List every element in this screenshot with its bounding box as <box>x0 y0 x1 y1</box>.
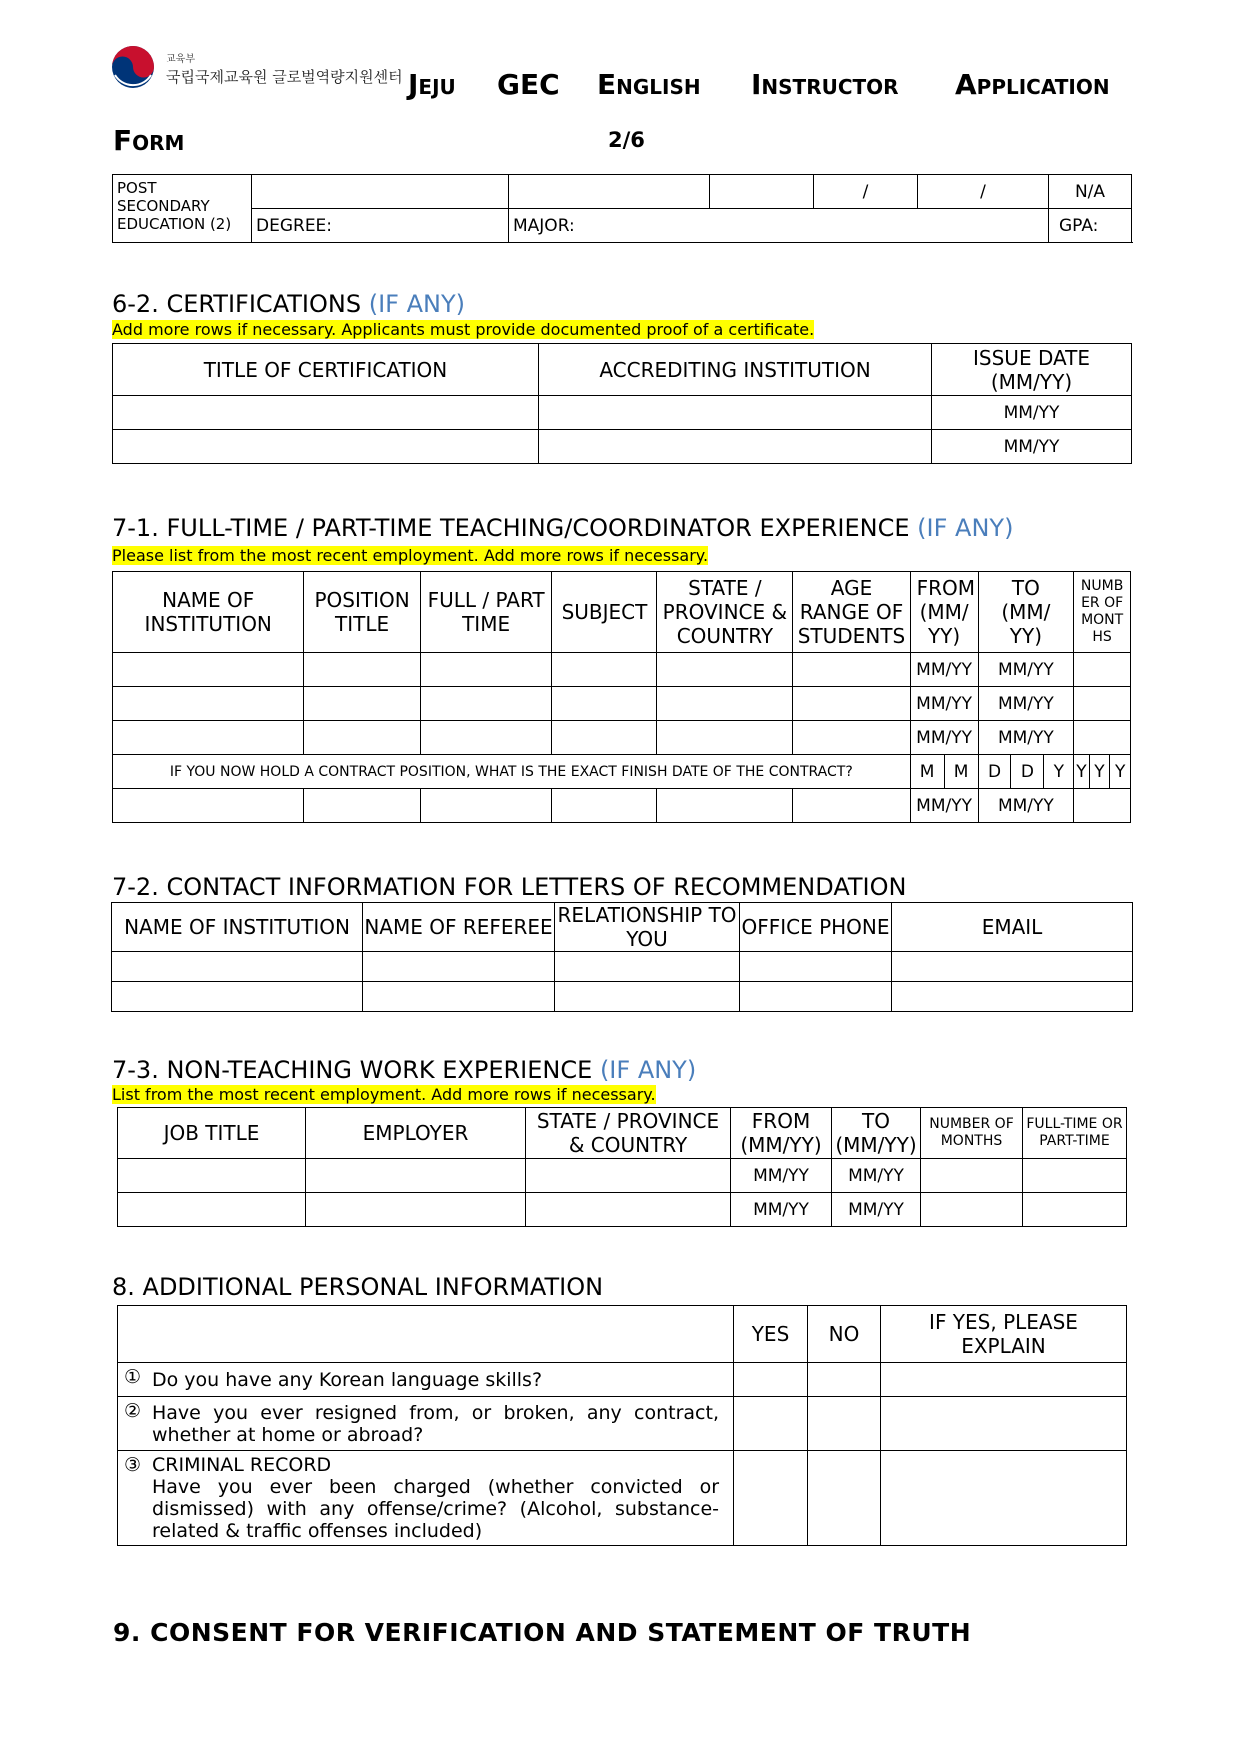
title-word-english: English <box>597 68 701 101</box>
col-header: RELATIONSHIP TO YOU <box>555 903 740 952</box>
logo-ministry-text: 교육부 <box>166 54 195 65</box>
col-header: NUMBER OF MONTHS <box>921 1108 1023 1159</box>
nonteaching-table <box>117 1107 1127 1227</box>
age-range-field[interactable] <box>793 721 910 755</box>
question-text: Have you ever resigned from, or broken, any contract, whether at home or abroad? <box>152 1401 719 1446</box>
col-header: SUBJECT <box>552 572 657 653</box>
age-range-field[interactable] <box>793 687 910 721</box>
date-slash: / <box>814 175 918 209</box>
question-row <box>118 1363 1127 1397</box>
table-row <box>113 653 1131 687</box>
cert-date-field[interactable]: MM/YY <box>932 396 1132 430</box>
table-row <box>112 952 1133 982</box>
col-header: OFFICE PHONE <box>740 903 892 952</box>
cert-institution-field[interactable] <box>539 430 932 464</box>
col-header: JOB TITLE <box>118 1108 306 1159</box>
fulltime-field[interactable] <box>1023 1193 1127 1227</box>
col-header: ACCREDITING INSTITUTION <box>539 344 932 396</box>
months-field[interactable] <box>921 1193 1023 1227</box>
table-row <box>118 1159 1127 1193</box>
position-field[interactable] <box>304 789 420 823</box>
question-broken-contract <box>118 1397 734 1451</box>
explain-field[interactable] <box>881 1363 1127 1397</box>
no-checkbox[interactable] <box>808 1451 881 1546</box>
col-header: NAME OF INSTITUTION <box>113 572 304 653</box>
table-row <box>113 396 1132 430</box>
col-header: STATE / PROVINCE & COUNTRY <box>526 1108 731 1159</box>
ref-name-field[interactable] <box>363 982 555 1012</box>
institution-field[interactable] <box>113 789 304 823</box>
certifications-note: Add more rows if necessary. Applicants must provide documented proof of a certificate. <box>112 320 815 339</box>
cert-title-field[interactable] <box>113 430 539 464</box>
col-header: EMPLOYER <box>306 1108 526 1159</box>
position-field[interactable] <box>304 653 420 687</box>
yes-checkbox[interactable] <box>734 1451 808 1546</box>
question-number: ② <box>124 1400 142 1422</box>
from-date-field[interactable]: MM/YY <box>910 687 978 721</box>
cert-date-field[interactable]: MM/YY <box>932 430 1132 464</box>
from-date-field[interactable]: MM/YY <box>731 1193 832 1227</box>
to-date-field[interactable]: MM/YY <box>832 1193 921 1227</box>
no-checkbox[interactable] <box>808 1363 881 1397</box>
date-box-y[interactable]: Y <box>1044 755 1074 789</box>
nonteaching-section-title <box>112 1056 696 1084</box>
employer-field[interactable] <box>306 1193 526 1227</box>
table-row <box>112 982 1133 1012</box>
certifications-section-title <box>112 290 465 318</box>
ref-email-field[interactable] <box>892 982 1133 1012</box>
institution-field[interactable] <box>113 653 304 687</box>
explain-field[interactable] <box>881 1451 1127 1546</box>
subject-field[interactable] <box>552 789 657 823</box>
table-row <box>113 721 1131 755</box>
education-table <box>112 174 1132 243</box>
yes-checkbox[interactable] <box>734 1397 808 1451</box>
to-date-field[interactable]: MM/YY <box>978 789 1074 823</box>
from-date-field[interactable]: MM/YY <box>910 721 978 755</box>
question-korean-skills <box>118 1363 734 1397</box>
location-field[interactable] <box>526 1193 731 1227</box>
ref-institution-field[interactable] <box>112 982 363 1012</box>
date-box-d[interactable]: D <box>978 755 1011 789</box>
date-box-d[interactable]: D <box>1011 755 1044 789</box>
fulltime-field[interactable] <box>420 687 552 721</box>
question-number: ③ <box>124 1454 142 1476</box>
school-name-field[interactable] <box>252 175 509 209</box>
position-field[interactable] <box>304 721 420 755</box>
col-header-no: NO <box>808 1306 881 1363</box>
position-field[interactable] <box>304 687 420 721</box>
school-location-field[interactable] <box>509 175 710 209</box>
table-row <box>113 789 1131 823</box>
fulltime-field[interactable] <box>1023 1159 1127 1193</box>
from-date-field[interactable]: MM/YY <box>910 653 978 687</box>
months-field[interactable] <box>921 1159 1023 1193</box>
institution-field[interactable] <box>113 687 304 721</box>
date-box-m[interactable]: M <box>910 755 944 789</box>
section-title-text: 7-3. NON-TEACHING WORK EXPERIENCE <box>112 1056 593 1084</box>
question-text: Do you have any Korean language skills? <box>152 1368 543 1391</box>
ref-name-field[interactable] <box>363 952 555 982</box>
col-header: NUMBER OF MONTHS <box>1074 572 1131 653</box>
months-field[interactable] <box>1074 653 1131 687</box>
location-field[interactable] <box>657 653 793 687</box>
question-header-blank <box>118 1306 734 1363</box>
col-header: POSITION TITLE <box>304 572 420 653</box>
yes-checkbox[interactable] <box>734 1363 808 1397</box>
degree-field[interactable]: DEGREE: <box>252 209 509 243</box>
question-row <box>118 1397 1127 1451</box>
col-header: FROM (MM/YY) <box>731 1108 832 1159</box>
references-table <box>111 902 1133 1012</box>
date-box-y[interactable]: Y <box>1074 755 1089 789</box>
table-row <box>118 1193 1127 1227</box>
from-date-field[interactable]: MM/YY <box>731 1159 832 1193</box>
if-any-label: (IF ANY) <box>917 514 1014 542</box>
ref-phone-field[interactable] <box>740 952 892 982</box>
teaching-note: Please list from the most recent employment. Add more rows if necessary. <box>112 546 709 565</box>
question-criminal-record <box>118 1451 734 1546</box>
table-row <box>113 430 1132 464</box>
section-title-text: 7-1. FULL-TIME / PART-TIME TEACHING/COORDINATOR EXPERIENCE <box>112 514 910 542</box>
date-box-y[interactable]: Y <box>1089 755 1110 789</box>
fulltime-field[interactable] <box>420 653 552 687</box>
ref-phone-field[interactable] <box>740 982 892 1012</box>
to-date-field[interactable]: MM/YY <box>978 653 1074 687</box>
col-header: NAME OF REFEREE <box>363 903 555 952</box>
date-slash: / <box>918 175 1049 209</box>
age-range-field[interactable] <box>793 789 910 823</box>
col-header: FROM (MM/ YY) <box>910 572 978 653</box>
months-field[interactable] <box>1074 687 1131 721</box>
col-header: FULL-TIME OR PART-TIME <box>1023 1108 1127 1159</box>
col-header: FULL / PART TIME <box>420 572 552 653</box>
col-header-explain: IF YES, PLEASE EXPLAIN <box>881 1306 1127 1363</box>
to-date-field[interactable]: MM/YY <box>978 721 1074 755</box>
contract-question: IF YOU NOW HOLD A CONTRACT POSITION, WHAT IS THE EXACT FINISH DATE OF THE CONTRACT? <box>113 755 911 789</box>
gpa-field[interactable]: GPA: <box>1049 209 1132 243</box>
fulltime-field[interactable] <box>420 789 552 823</box>
na-cell: N/A <box>1049 175 1132 209</box>
certifications-table <box>112 343 1132 464</box>
question-text: Have you ever been charged (whether convicted or dismissed) with any offense/crime? (Alcohol, substance-related & traffic offenses included) <box>152 1476 719 1542</box>
logo-org-text: 국립국제교육원 글로벌역량지원센터 <box>166 68 403 86</box>
ministry-logo <box>111 45 155 89</box>
location-field[interactable] <box>526 1159 731 1193</box>
title-word-application: Application <box>955 68 1110 101</box>
col-header: NAME OF INSTITUTION <box>112 903 363 952</box>
to-date-field[interactable]: MM/YY <box>832 1159 921 1193</box>
cert-title-field[interactable] <box>113 396 539 430</box>
education-row-label: POST SECONDARY EDUCATION (2) <box>113 175 252 243</box>
ref-institution-field[interactable] <box>112 952 363 982</box>
if-any-label: (IF ANY) <box>368 290 465 318</box>
col-header: TO (MM/YY) <box>832 1108 921 1159</box>
institution-field[interactable] <box>113 721 304 755</box>
location-field[interactable] <box>657 687 793 721</box>
if-any-label: (IF ANY) <box>599 1056 697 1084</box>
page-indicator: 2/6 <box>608 128 645 152</box>
location-field[interactable] <box>657 721 793 755</box>
title-word-gec: GEC <box>497 68 560 101</box>
teaching-table <box>112 571 1131 823</box>
col-header: ISSUE DATE (MM/YY) <box>932 344 1132 396</box>
cert-institution-field[interactable] <box>539 396 932 430</box>
contract-finish-row <box>113 755 1131 789</box>
consent-section-title: 9. CONSENT FOR VERIFICATION AND STATEMENT OF TRUTH <box>113 1618 972 1647</box>
months-field[interactable] <box>1074 721 1131 755</box>
explain-field[interactable] <box>881 1397 1127 1451</box>
col-header: TO (MM/ YY) <box>978 572 1074 653</box>
job-title-field[interactable] <box>118 1193 306 1227</box>
col-header: STATE / PROVINCE & COUNTRY <box>657 572 793 653</box>
question-row <box>118 1451 1127 1546</box>
col-header: AGE RANGE OF STUDENTS <box>793 572 910 653</box>
col-header-yes: YES <box>734 1306 808 1363</box>
personal-section-title: 8. ADDITIONAL PERSONAL INFORMATION <box>112 1273 604 1301</box>
months-field[interactable] <box>1074 789 1131 823</box>
date-box-m[interactable]: M <box>944 755 978 789</box>
question-number: ① <box>124 1366 142 1388</box>
from-date-field[interactable]: MM/YY <box>910 789 978 823</box>
question-heading: CRIMINAL RECORD <box>152 1454 332 1476</box>
to-date-field[interactable]: MM/YY <box>978 687 1074 721</box>
title-word-instructor: Instructor <box>751 68 899 101</box>
personal-info-table <box>117 1305 1127 1546</box>
fulltime-field[interactable] <box>420 721 552 755</box>
col-header: EMAIL <box>892 903 1133 952</box>
section-title-text: 6-2. CERTIFICATIONS <box>112 290 362 318</box>
location-field[interactable] <box>657 789 793 823</box>
col-header: TITLE OF CERTIFICATION <box>113 344 539 396</box>
title-word-jeju: Jeju <box>408 68 456 101</box>
references-section-title: 7-2. CONTACT INFORMATION FOR LETTERS OF RECOMMENDATION <box>112 873 907 901</box>
table-row <box>113 687 1131 721</box>
no-checkbox[interactable] <box>808 1397 881 1451</box>
ref-email-field[interactable] <box>892 952 1133 982</box>
nonteaching-note: List from the most recent employment. Add more rows if necessary. <box>112 1085 656 1104</box>
date-box-y[interactable]: Y <box>1110 755 1131 789</box>
employer-field[interactable] <box>306 1159 526 1193</box>
ref-relationship-field[interactable] <box>555 952 740 982</box>
start-date-field[interactable] <box>710 175 814 209</box>
job-title-field[interactable] <box>118 1159 306 1193</box>
age-range-field[interactable] <box>793 653 910 687</box>
subject-field[interactable] <box>552 653 657 687</box>
subject-field[interactable] <box>552 687 657 721</box>
teaching-section-title <box>112 514 1013 542</box>
title-word-form: Form <box>113 124 185 157</box>
ref-relationship-field[interactable] <box>555 982 740 1012</box>
major-field[interactable]: MAJOR: <box>509 209 1049 243</box>
subject-field[interactable] <box>552 721 657 755</box>
